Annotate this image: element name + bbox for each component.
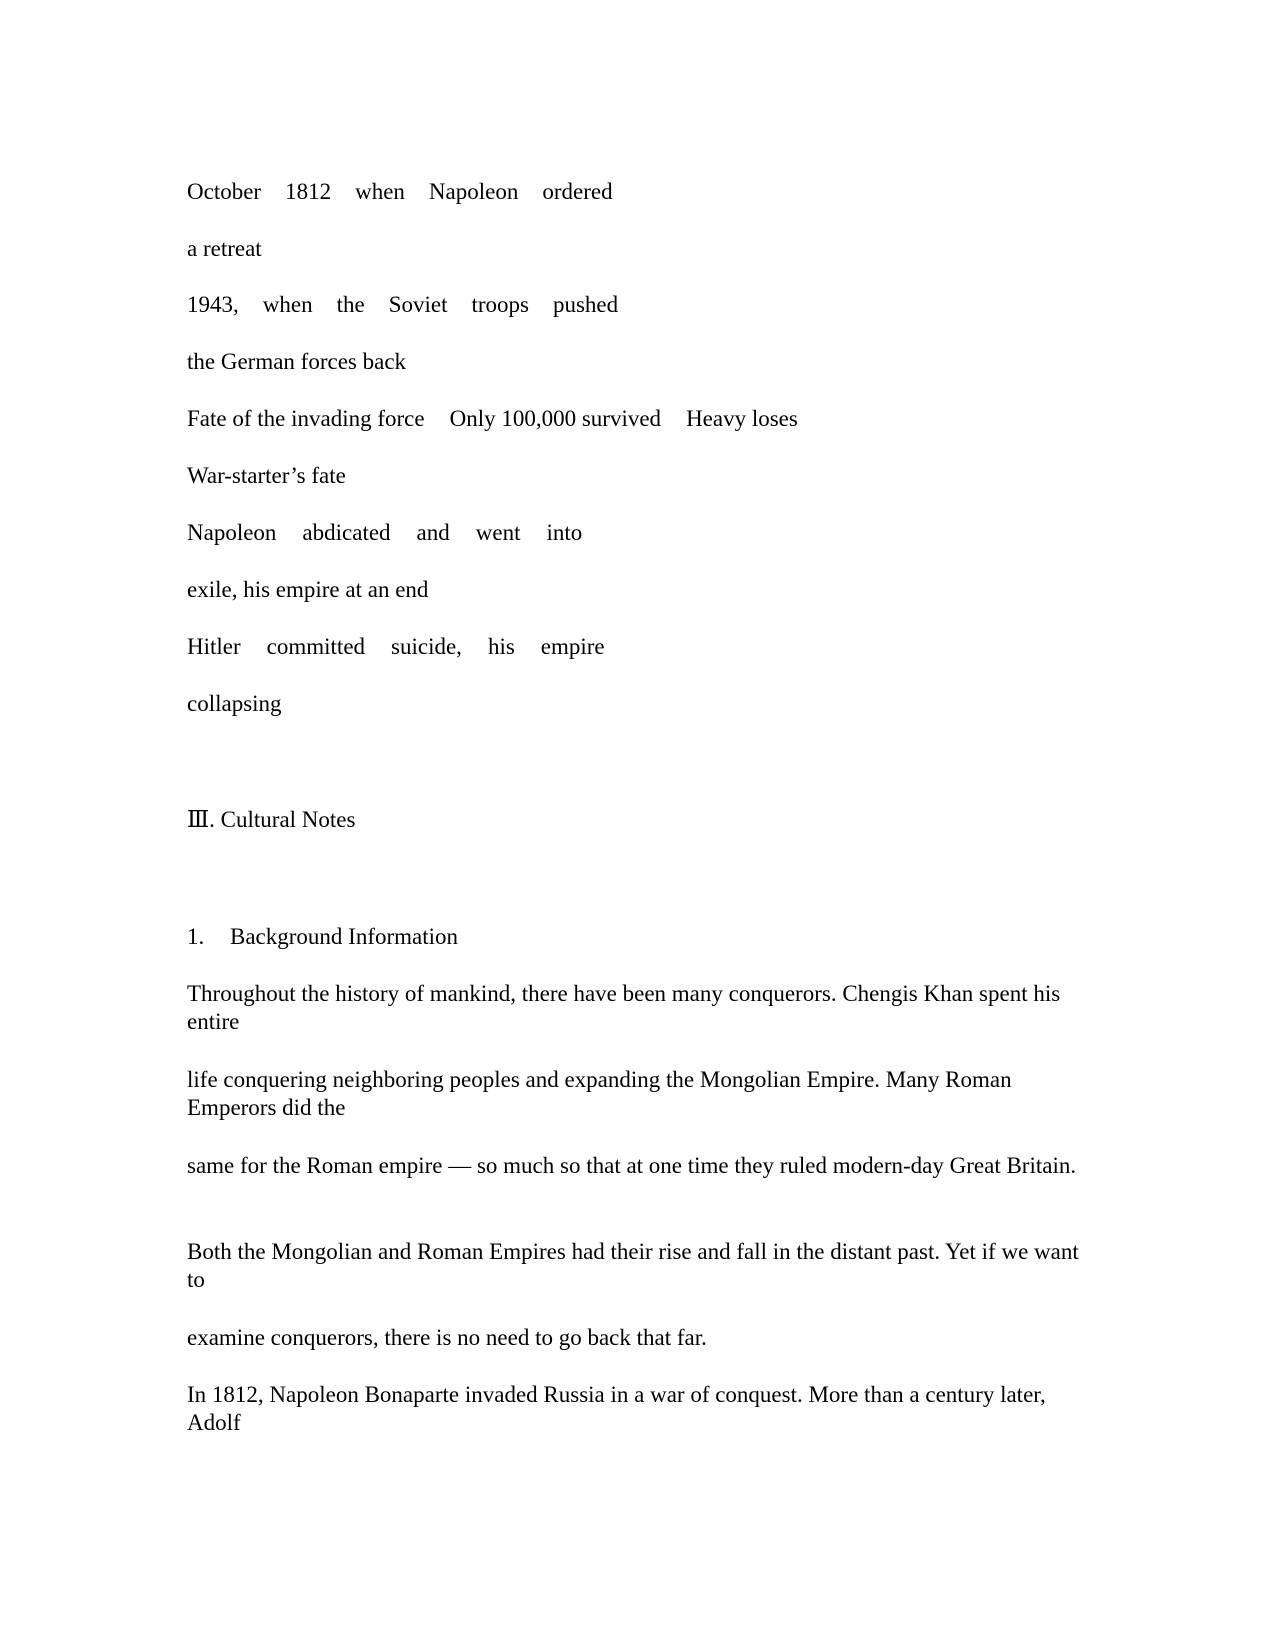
fate-label: Fate of the invading force [187,406,425,431]
paragraph: examine conquerors, there is no need to go back that far. [187,1325,707,1350]
word: went [475,520,521,545]
subsection-number: 1. [187,924,205,949]
fate-napoleon: Only 100,000 survived [449,406,662,431]
paragraph: life conquering neighboring peoples and expanding the Mongolian Empire. Many Roman Emperors did the [187,1067,1012,1120]
word: when [355,179,405,204]
hitler-fate-line2: collapsing [187,691,282,716]
word: when [262,292,313,317]
word: 1812 [285,179,332,204]
word: into [546,520,583,545]
word: pushed [552,292,619,317]
fate-hitler: Heavy loses [686,406,798,431]
word: Hitler [187,634,241,659]
word: abdicated [302,520,391,545]
word: his [487,634,515,659]
word: Napoleon [187,520,277,545]
word: Napoleon [428,179,519,204]
end-row-right-line2: the German forces back [187,349,407,374]
word: October [187,179,262,204]
word: troops [471,292,529,317]
fate-row [187,405,798,433]
section-heading: Ⅲ. Cultural Notes [187,807,356,832]
word: 1943, [187,292,239,317]
word: empire [540,634,605,659]
word: the [336,292,365,317]
war-starter-label: War-starter’s fate [187,463,346,488]
word: and [416,520,450,545]
end-row-left-line2: a retreat [187,236,262,261]
paragraph: In 1812, Napoleon Bonaparte invaded Russia in a war of conquest. More than a century later, Adolf [187,1382,1046,1435]
napoleon-fate-line1 [187,519,582,547]
word: suicide, [391,634,462,659]
paragraph: same for the Roman empire — so much so that at one time they ruled modern-day Great Britain. [187,1153,1077,1178]
napoleon-fate-line2: exile, his empire at an end [187,577,429,602]
subsection-heading [187,923,458,951]
hitler-fate-line1 [187,633,605,661]
word: ordered [542,179,613,204]
word: Soviet [388,292,448,317]
word: committed [266,634,366,659]
subsection-title: Background Information [230,924,459,949]
end-row-left-line1 [187,178,613,206]
paragraph: Throughout the history of mankind, there have been many conquerors. Chengis Khan spent his entire [187,981,1061,1034]
end-row-right-line1 [187,291,618,319]
paragraph: Both the Mongolian and Roman Empires had their rise and fall in the distant past. Yet if we want to [187,1239,1079,1292]
